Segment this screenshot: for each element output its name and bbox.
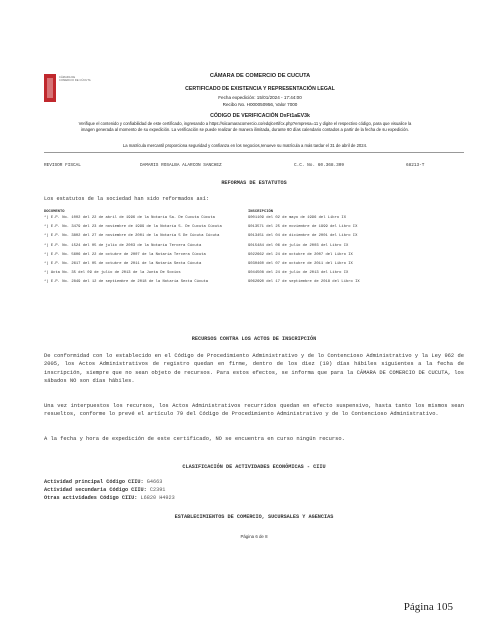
page-indicator: Página 6 de 8 <box>240 534 268 539</box>
table-row <box>44 280 464 289</box>
revisor-cc: C.C. No. 60.368.309 <box>294 163 345 168</box>
actividad-secundaria-value: C2391 <box>149 487 166 493</box>
recursos-paragraph-3: A la fecha y hora de expedición de este certificado, NO se encuentra en curso ningún recurso. <box>44 436 345 442</box>
col-documento: DOCUMENTO <box>44 210 65 214</box>
row-inscripcion: 9013451 del 04 de diciembre de 2001 del Libro IX <box>248 234 358 239</box>
recursos-heading: RECURSOS CONTRA LOS ACTOS DE INSCRIPCIÓN <box>191 336 317 342</box>
table-row <box>44 216 464 225</box>
table-row <box>44 253 464 262</box>
row-documento: *) E.P. No. 3479 del 23 de noviembre de 1999 de la Notaría 5. De Cucuta Cúcuta <box>44 225 222 230</box>
recursos-paragraph-2: Una vez interpuestos los recursos, los Actos Administrativos recurridos quedan en efecto suspensivo, hasta tanto los mismos sean resueltos, conforme lo prevé el artículo 79 del Código de Procedimiento Administrativo y de lo Contencioso Administrativo. <box>44 403 464 418</box>
row-documento: *) E.P. No. 1524 del 05 de julio de 2003 de la Notaría Tercera Cúcuta <box>44 243 202 248</box>
row-inscripcion: 9001109 del 02 de mayo de 1996 del Libro IX <box>248 216 346 220</box>
row-inscripcion: 9062690 del 17 de septiembre de 2018 del Libro IX <box>248 280 360 285</box>
row-documento: *) E.P. No. 3802 del 27 de noviembre de 2001 de la Notaría 5 De Cúcuta Cúcuta <box>44 234 220 239</box>
row-documento: *) E.P. No. 1002 del 22 de abril de 1996 de la Notaría 5a. De Cucuta Cúcuta <box>44 216 215 220</box>
table-row <box>44 244 464 253</box>
header-divider <box>44 152 464 153</box>
otras-actividades-value: L6820 H4923 <box>140 495 175 501</box>
verification-code: CÓDIGO DE VERIFICACIÓN DxFt1aEV3k <box>210 113 310 119</box>
otras-actividades <box>44 495 175 501</box>
receipt-number: Recibo No. H000050956, Valor 7000 <box>222 102 298 107</box>
table-row <box>44 225 464 234</box>
col-inscripcion: INSCRIPCIÓN <box>248 210 274 214</box>
reformas-intro: Los estatutos de la sociedad han sido reformados así: <box>44 196 209 202</box>
row-inscripcion: 9030460 del 07 de octubre de 2011 del Libro IX <box>248 261 353 266</box>
row-inscripcion: 9013571 del 25 de noviembre de 1999 del Libro IX <box>248 225 358 230</box>
table-row <box>44 262 464 271</box>
revisor-nombre: DAMARIS ROSALBA ALARCON SANCHEZ <box>140 163 222 168</box>
matricula-notice: La matrícula mercantil proporciona seguridad y confianza en los negocios,renueve su matrícula a más tardar el 31 de abril de 2024. <box>122 143 368 148</box>
row-documento: *) Acta No. 35 del 09 de julio de 2013 de la Junta De Socios <box>44 271 181 276</box>
revisor-tp: 68213-T <box>406 163 425 168</box>
revisor-fiscal-row <box>44 163 464 193</box>
page-footer-number: Página 105 <box>403 601 453 613</box>
otras-actividades-label: Otras actividades Código CIIU: <box>44 495 138 501</box>
row-inscripcion: 9022662 del 24 de octubre de 2007 del Libro IX <box>248 252 353 257</box>
actividad-principal-value: G4663 <box>146 479 163 485</box>
logo-mark-icon <box>44 74 56 102</box>
reformas-table <box>44 210 464 290</box>
row-documento: *) E.P. No. 2617 del 05 de octubre de 2011 de la Notaría Sexta Cúcuta <box>44 261 202 266</box>
table-row <box>44 234 464 243</box>
row-documento: *) E.P. No. 5606 del 22 de octubre de 2007 de la Notaría Tercera Cúcuta <box>44 252 206 257</box>
reformas-heading: REFORMAS DE ESTATUTOS <box>221 180 287 186</box>
certificate-title: CERTIFICADO DE EXISTENCIA Y REPRESENTACIÓN LEGAL <box>185 86 335 92</box>
issue-date: Fecha expedición: 15/01/2024 - 17:44:00 <box>218 95 302 100</box>
revisor-cargo: REVISOR FISCAL <box>44 163 81 168</box>
actividad-secundaria <box>44 487 165 493</box>
row-documento: *) E.P. No. 2849 del 12 de septiembre de 2018 de la Notaría Sexta Cúcuta <box>44 280 209 285</box>
row-inscripcion: 9015484 del 06 de julio de 2003 del Libro IX <box>248 243 349 248</box>
row-inscripcion: 9044508 del 24 de julio de 2013 del Libro IX <box>248 271 349 276</box>
actividad-principal <box>44 479 162 485</box>
logo-text: CÁMARA DE COMERCIO DE CÚCUTA <box>59 76 91 83</box>
chamber-logo <box>44 74 90 106</box>
actividad-secundaria-label: Actividad secundaria Código CIIU: <box>44 487 147 493</box>
table-row <box>44 271 464 280</box>
actividad-principal-label: Actividad principal Código CIIU: <box>44 479 144 485</box>
chamber-name: CÁMARA DE COMERCIO DE CUCUTA <box>209 73 311 79</box>
verification-notice: Verifique el contenido y confiabilidad de este certificado, ingresando a https://siicamaracomercio.co/edqlcertifcx.php?empresa=11 y digite el respectivo código, para que visualice la imagen generada al momento de su expedición. La verificación se puede realizar de manera ilimitada, durante 60 días calendario contados a partir de la fecha de su expedición. <box>78 121 412 132</box>
establecimientos-heading: ESTABLECIMIENTOS DE COMERCIO, SUCURSALES Y AGENCIAS <box>174 514 334 520</box>
ciiu-heading: CLASIFICACIÓN DE ACTIVIDADES ECONÓMICAS - CIIU <box>182 464 326 470</box>
recursos-paragraph-1: De conformidad con lo establecido en el Código de Procedimiento Administrativo y de lo Contencioso Administrativo y la Ley 962 de 2005, los Actos Administrativos de registro quedan en firme, dentro de los diez (10) días hábiles siguientes a la fecha de inscripción, siempre que no sean objeto de recursos. Para estos efectos, se informa que para la CÁMARA DE COMERCIO DE CUCUTA, los sábados NO son días hábiles. <box>44 353 464 385</box>
